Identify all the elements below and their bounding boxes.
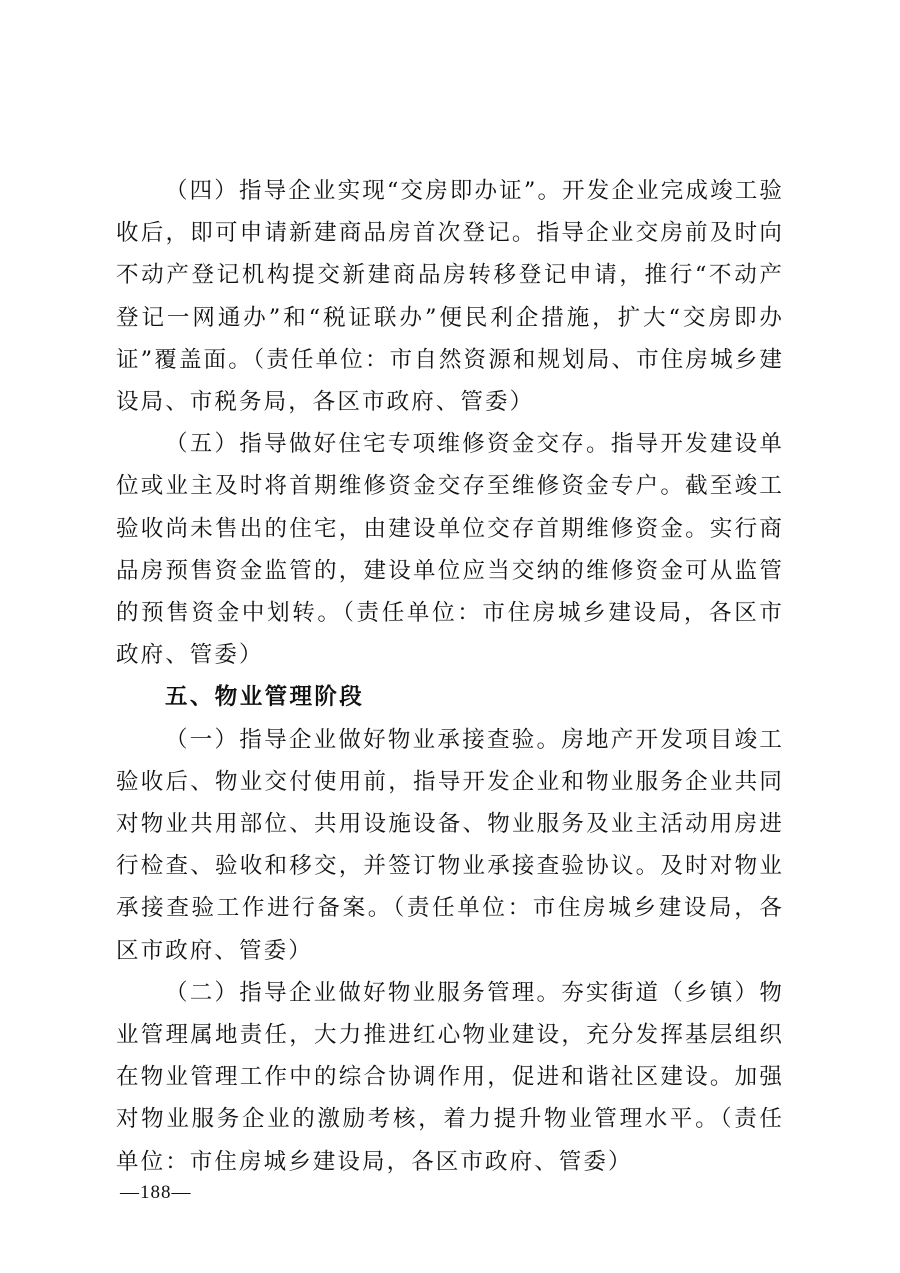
document-body <box>116 170 784 1183</box>
section-heading-property-management: 五、物业管理阶段 <box>165 684 365 711</box>
paragraph-item-2-service-management: （二）指导企业做好物业服务管理。夯实街道（乡镇）物业管理属地责任，大力推进红心物业建设，充分发挥基层组织在物业管理工作中的综合协调作用，促进和谐社区建设。加强对物业服务企业的激励考核，着力提升物业管理水平。（责任单位：市住房城乡建设局，各区市政府、管委） <box>116 979 784 1175</box>
paragraph-item-5-maintenance-fund: （五）指导做好住宅专项维修资金交存。指导开发建设单位或业主及时将首期维修资金交存至维修资金专户。截至竣工验收尚未售出的住宅，由建设单位交存首期维修资金。实行商品房预售资金监管的，建设单位应当交纳的维修资金可从监管的预售资金中划转。（责任单位：市住房城乡建设局，各区市政府、管委） <box>116 431 784 669</box>
paragraph-item-1-handover-inspection: （一）指导企业做好物业承接查验。房地产开发项目竣工验收后、物业交付使用前，指导开发企业和物业服务企业共同对物业共用部位、共用设施设备、物业服务及业主活动用房进行检查、验收和移交，并签订物业承接查验协议。及时对物业承接查验工作进行备案。（责任单位：市住房城乡建设局，各区市政府、管委） <box>116 726 784 964</box>
page-number: —188— <box>120 1182 192 1203</box>
paragraph-item-4-property-certificate: （四）指导企业实现“交房即办证”。开发企业完成竣工验收后，即可申请新建商品房首次登记。指导企业交房前及时向不动产登记机构提交新建商品房转移登记申请，推行“不动产登记一网通办”和“税证联办”便民利企措施，扩大“交房即办证”覆盖面。（责任单位：市自然资源和规划局、市住房城乡建设局、市税务局，各区市政府、管委） <box>116 178 784 416</box>
